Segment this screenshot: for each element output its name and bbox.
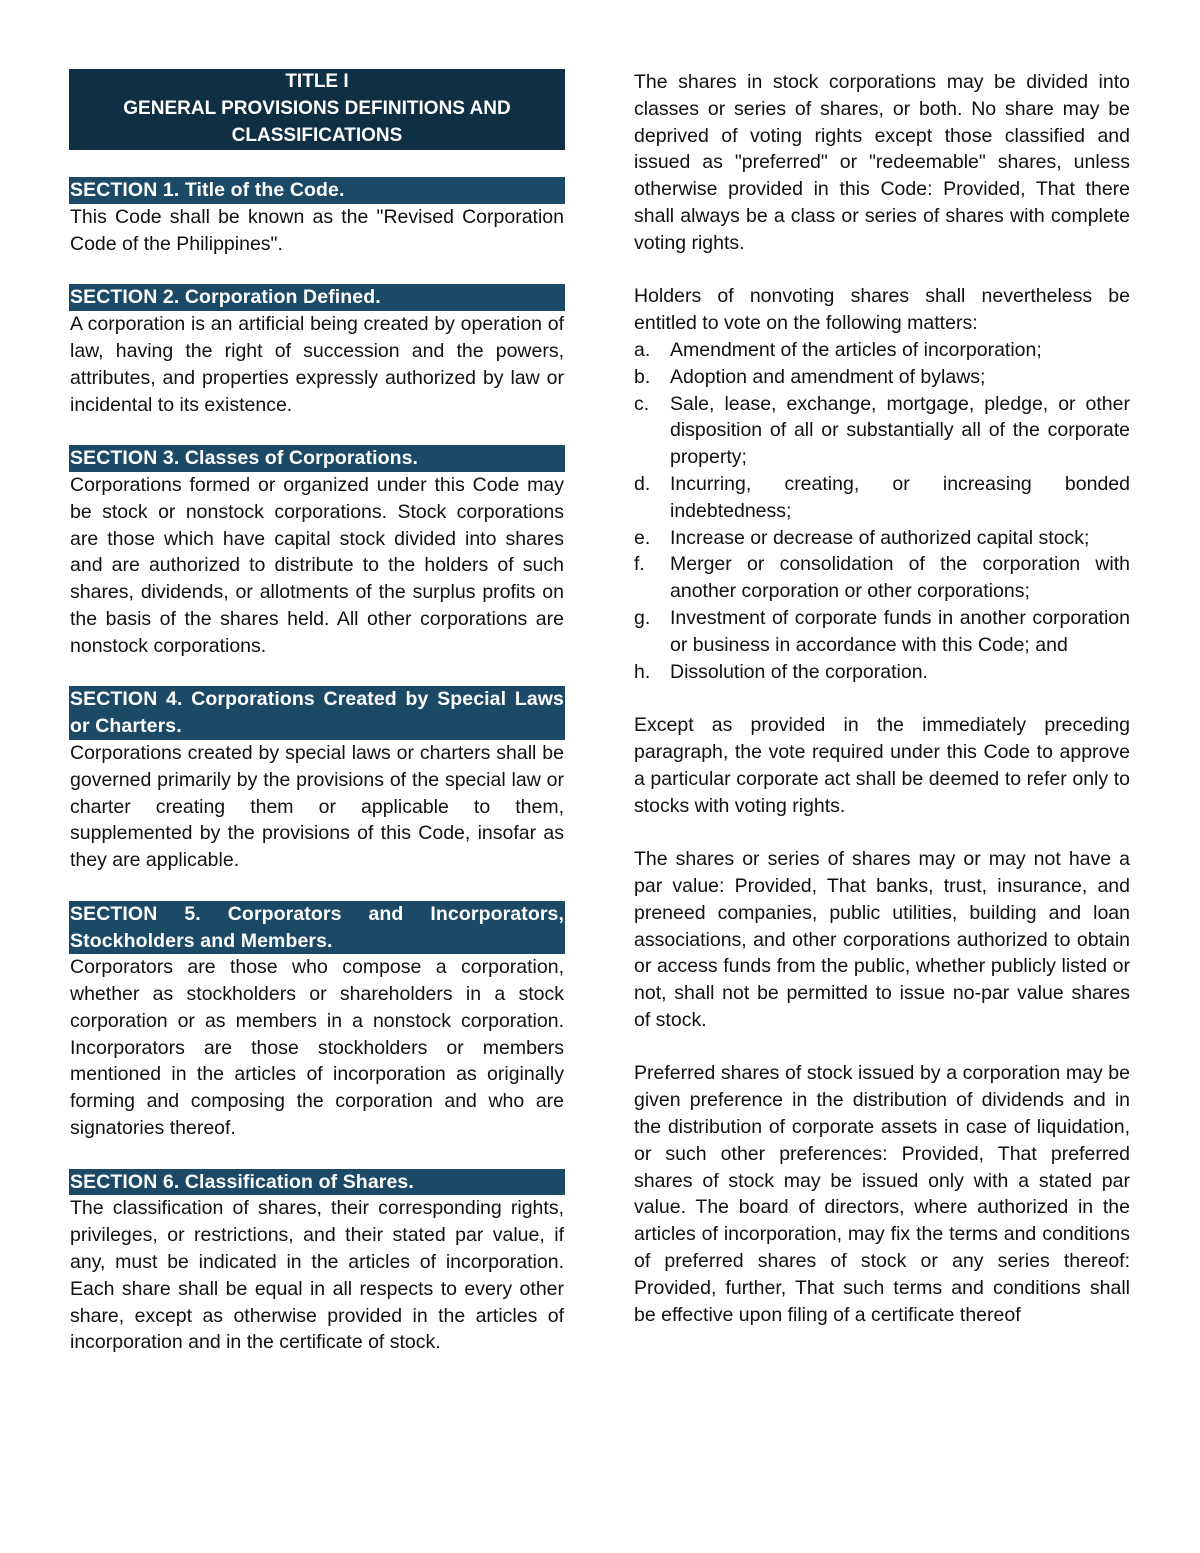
list-item: [634, 471, 1130, 525]
section-2-heading: SECTION 2. Corporation Defined.: [69, 284, 565, 311]
section-3-body: Corporations formed or organized under this Code may be stock or nonstock corporations. Stock corporations are those which have capital stock divided into shares and are authorized to distribute to the holders of such shares, dividends, or allotments of the surplus profits on the basis of the shares held. All other corporations are nonstock corporations.: [70, 473, 564, 657]
nonvoting-intro-paragraph: Holders of nonvoting shares shall nevertheless be entitled to vote on the following matters:: [634, 285, 1130, 335]
list-item: [634, 337, 1130, 364]
spacer: [69, 258, 565, 285]
list-item-text: Amendment of the articles of incorporation;: [670, 338, 1042, 361]
list-item-text: Increase or decrease of authorized capital stock;: [670, 526, 1090, 549]
list-item: [634, 659, 1130, 686]
list-marker: g.: [634, 606, 651, 629]
list-marker: b.: [634, 365, 651, 388]
list-item: [634, 391, 1130, 471]
section-5-body: Corporators are those who compose a corporation, whether as stockholders or shareholders in a stock corporation or as members in a nonstock corporation. Incorporators are those stockholders or members mentioned in the articles of incorporation as originally forming and composing the corporation and who are signatories thereof.: [70, 956, 564, 1140]
list-marker: d.: [634, 472, 651, 495]
section-2-body: A corporation is an artificial being created by operation of law, having the right of succession and the powers, attributes, and properties expressly authorized by law or incidental to its existence.: [70, 313, 564, 416]
title-line-1: TITLE I: [285, 71, 349, 92]
spacer: [69, 874, 565, 901]
section-6-body: The classification of shares, their corresponding rights, privileges, or restrictions, and their stated par value, if any, must be indicated in the articles of incorporation. Each share shall be equal in all respects to every other share, except as otherwise provided in the articles of incorporation and in the certificate of stock.: [70, 1197, 564, 1354]
list-marker: c.: [634, 392, 650, 415]
spacer: [634, 819, 1130, 846]
list-marker: h.: [634, 660, 651, 683]
preferred-shares-paragraph: Preferred shares of stock issued by a corporation may be given preference in the distribution of dividends and in the distribution of corporate assets in case of liquidation, or such other preferences: Provided, That preferred shares of stock may be issued only with a stated par value. The board of directors, where authorized in the articles of incorporation, may fix the terms and conditions of preferred shares of stock or any series thereof: Provided, further, That such terms and conditions shall be effective upon filing of a certificate thereof: [634, 1062, 1130, 1326]
spacer: [634, 685, 1130, 712]
list-item-text: Adoption and amendment of bylaws;: [670, 365, 986, 388]
section-5-heading: SECTION 5. Corporators and Incorporators, Stockholders and Members.: [69, 901, 565, 955]
list-marker: a.: [634, 338, 651, 361]
section-4-heading: SECTION 4. Corporations Created by Special Laws or Charters.: [69, 686, 565, 740]
list-item: [634, 364, 1130, 391]
section-1-heading: SECTION 1. Title of the Code.: [69, 177, 565, 204]
spacer: [634, 257, 1130, 284]
section-1-body: This Code shall be known as the "Revised Corporation Code of the Philippines".: [70, 205, 564, 255]
right-column: [634, 69, 1130, 1328]
section-4-body: Corporations created by special laws or charters shall be governed primarily by the provisions of the special law or charter creating them or applicable to them, supplemented by the provisions of this Code, insofar as they are applicable.: [70, 741, 564, 872]
title-line-3: CLASSIFICATIONS: [231, 124, 403, 146]
list-marker: f.: [634, 553, 645, 576]
list-item: [634, 605, 1130, 659]
spacer: [69, 660, 565, 687]
section-3-heading: SECTION 3. Classes of Corporations.: [69, 445, 565, 472]
title-banner: [69, 69, 565, 150]
list-item-text: Dissolution of the corporation.: [670, 660, 928, 683]
list-item: [634, 525, 1130, 552]
voting-rights-paragraph: The shares in stock corporations may be divided into classes or series of shares, or both. No share may be deprived of voting rights except those classified and issued as "preferred" or "redeemable" shares, unless otherwise provided in this Code: Provided, That there shall always be a class or series of shares with complete voting rights.: [634, 71, 1130, 254]
spacer: [69, 418, 565, 445]
spacer: [69, 150, 565, 177]
spacer: [634, 1034, 1130, 1061]
vote-required-paragraph: Except as provided in the immediately preceding paragraph, the vote required under this Code to approve a particular corporate act shall be deemed to refer only to stocks with voting rights.: [634, 714, 1130, 817]
spacer: [69, 1142, 565, 1169]
list-item: [634, 551, 1130, 605]
list-marker: e.: [634, 526, 651, 549]
list-item-text: Investment of corporate funds in another corporation or business in accordance with this Code; and: [670, 606, 1130, 656]
nonvoting-matters-list: [634, 337, 1130, 685]
par-value-paragraph: The shares or series of shares may or may not have a par value: Provided, That banks, trust, insurance, and preneed companies, public utilities, building and loan associations, and other corporations authorized to obtain or access funds from the public, whether publicly listed or not, shall not be permitted to issue no-par value shares of stock.: [634, 848, 1130, 1031]
list-item-text: Sale, lease, exchange, mortgage, pledge, or other disposition of all or substantially all of the corporate property;: [670, 392, 1130, 469]
list-item-text: Incurring, creating, or increasing bonded indebtedness;: [670, 472, 1130, 522]
left-column: [69, 69, 565, 1356]
list-item-text: Merger or consolidation of the corporation with another corporation or other corporations;: [670, 553, 1130, 603]
title-line-2: GENERAL PROVISIONS DEFINITIONS AND: [123, 97, 511, 119]
section-6-heading: SECTION 6. Classification of Shares.: [69, 1169, 565, 1196]
